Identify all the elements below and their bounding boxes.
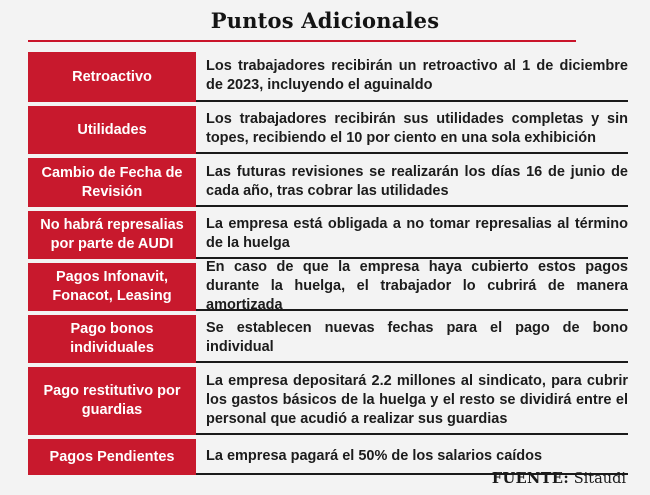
table-row xyxy=(28,258,628,313)
row-description: La empresa pagará el 50% de los salarios caídos xyxy=(206,447,543,464)
table-row xyxy=(28,211,628,259)
table-row xyxy=(28,367,628,435)
row-description: La empresa depositará 2.2 millones al sindicato, para cubrir los gastos básicos de la huelga y el resto se dividirá entre el personal que acudió a realizar sus guardias xyxy=(206,372,628,427)
source-label: FUENTE: xyxy=(491,470,570,487)
source-credit xyxy=(492,470,626,487)
table-row xyxy=(28,315,628,363)
row-description: Las futuras revisiones se realizarán los días 16 de junio de cada año, tras cobrar las utilidades xyxy=(206,163,628,199)
points-table xyxy=(28,52,628,475)
table-row xyxy=(28,106,628,154)
row-label: Cambio de Fecha de Revisión xyxy=(28,158,196,207)
title-divider xyxy=(28,40,576,42)
row-label: Pagos Pendientes xyxy=(28,439,196,475)
table-row xyxy=(28,158,628,207)
row-label: Pago restitutivo por guardias xyxy=(28,367,196,435)
row-label: Utilidades xyxy=(28,106,196,154)
row-description: Los trabajadores recibirán un retroactivo al 1 de diciembre de 2023, incluyendo el aguinaldo xyxy=(206,58,628,93)
row-label: Retroactivo xyxy=(28,52,196,102)
row-description: Los trabajadores recibirán sus utilidades completas y sin topes, recibiendo el 10 por ciento en una sola exhibición xyxy=(206,111,628,146)
row-description: En caso de que la empresa haya cubierto estos pagos durante la huelga, el trabajador lo cubrirá de manera amortizada xyxy=(206,258,628,313)
page-title: Puntos Adicionales xyxy=(210,8,440,33)
row-label: Pago bonos individuales xyxy=(28,315,196,363)
table-row xyxy=(28,52,628,102)
source-value: Sitaudi xyxy=(573,471,626,487)
row-label: Pagos Infonavit, Fonacot, Leasing xyxy=(28,263,196,311)
row-description: La empresa está obligada a no tomar represalias al término de la huelga xyxy=(206,216,628,251)
row-label: No habrá represalias por parte de AUDI xyxy=(28,211,196,259)
row-description: Se establecen nuevas fechas para el pago de bono individual xyxy=(206,320,628,355)
